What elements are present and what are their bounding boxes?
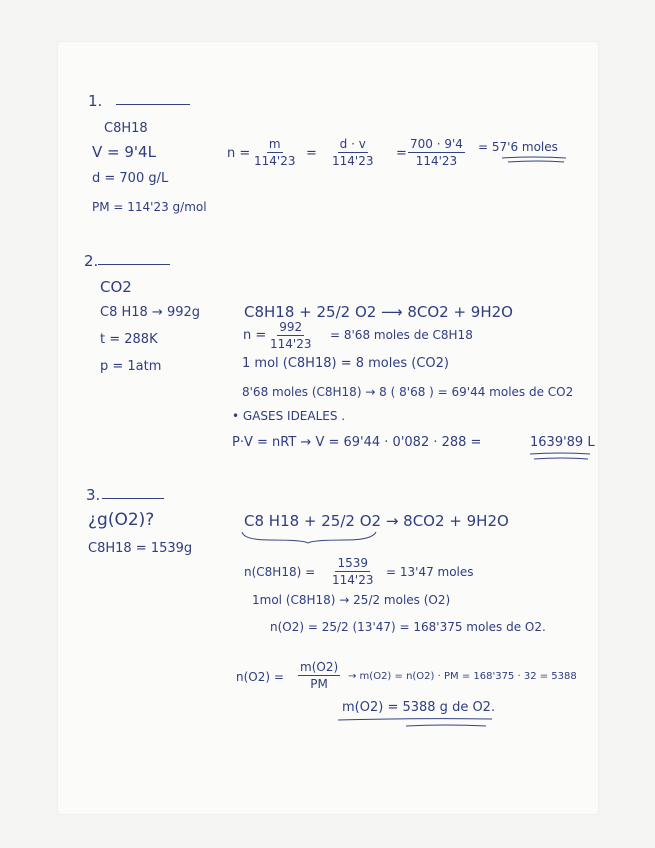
section-1-volume: V = 9'4L [92,143,156,161]
section-1-molar-mass: PM = 114'23 g/mol [92,200,207,214]
section-3-mass: C8H18 = 1539g [88,541,193,556]
section-3-fraction [330,556,375,587]
section-2-ideal-gas: P·V = nRT → V = 69'44 · 0'082 · 288 = [232,435,482,450]
section-3-formula-fraction [298,660,340,691]
fraction-numerator: d · v [339,137,366,151]
section-3-final-answer: m(O2) = 5388 g de O2. [342,700,496,715]
section-2-gases-heading: • GASES IDEALES . [232,409,346,423]
section-2-mass: C8 H18 → 992g [100,305,201,320]
fraction-denominator: 114'23 [332,154,374,168]
section-3-reaction: C8 H18 + 25/2 O2 → 8CO2 + 9H2O [244,512,509,530]
section-2-underline [98,264,170,265]
fraction-numerator: 700 · 9'4 [410,137,463,151]
fraction-denominator: 114'23 [332,573,374,587]
reactants-brace [240,530,380,544]
section-2-ideal-result: 1639'89 L [530,435,595,450]
section-3-formula-rest: → m(O2) = n(O2) · PM = 168'375 · 32 = 5388 [348,671,577,682]
result-double-underline [528,452,594,464]
final-answer-underline [336,716,498,732]
fraction-denominator: 114'23 [254,154,296,168]
section-1-compound: C8H18 [104,121,148,136]
section-2-reaction: C8H18 + 25/2 O2 ⟶ 8CO2 + 9H2O [244,303,513,321]
section-2-conversion: 8'68 moles (C8H18) → 8 ( 8'68 ) = 69'44 moles de CO2 [242,385,574,399]
section-2-n-label: n = [243,328,267,343]
fraction-denominator: 114'23 [270,337,312,351]
section-1-number: 1. [88,92,103,110]
fraction-numerator: 1539 [337,556,369,570]
section-2-pressure: p = 1atm [100,359,162,374]
section-1-fraction-3 [408,137,465,168]
equals-sign: = [396,146,407,161]
section-3-n-label: n(C8H18) = [244,565,316,579]
fraction-numerator: m [268,137,281,151]
section-3-underline [102,498,164,499]
section-2-temperature: t = 288K [100,332,158,347]
section-3-n-o2: n(O2) = 25/2 (13'47) = 168'375 moles de O2. [270,620,546,634]
fraction-denominator: 114'23 [415,154,458,168]
section-1-fraction-2 [330,137,375,168]
section-3-ratio: 1mol (C8H18) → 25/2 moles (O2) [252,593,451,607]
section-2-compound: CO2 [100,278,132,296]
section-1-fraction-1 [252,137,297,168]
fraction-denominator: PM [310,677,328,691]
fraction-numerator: 992 [279,320,303,334]
result-double-underline [500,156,570,166]
section-3-n-result: = 13'47 moles [386,565,474,579]
section-1-density: d = 700 g/L [92,171,169,186]
section-1-result: = 57'6 moles [478,140,558,154]
fraction-numerator: m(O2) [300,660,339,674]
section-1-underline [116,104,190,105]
section-3-formula-label: n(O2) = [236,670,284,684]
section-1-n-label: n = [227,146,251,161]
equals-sign: = [306,146,317,161]
section-3-number: 3. [86,486,101,504]
section-2-number: 2. [84,252,99,270]
section-2-ratio: 1 mol (C8H18) = 8 moles (CO2) [242,356,449,371]
section-2-n-result: = 8'68 moles de C8H18 [330,328,473,342]
section-2-fraction [268,320,313,351]
section-3-question: ¿g(O2)? [88,510,155,530]
